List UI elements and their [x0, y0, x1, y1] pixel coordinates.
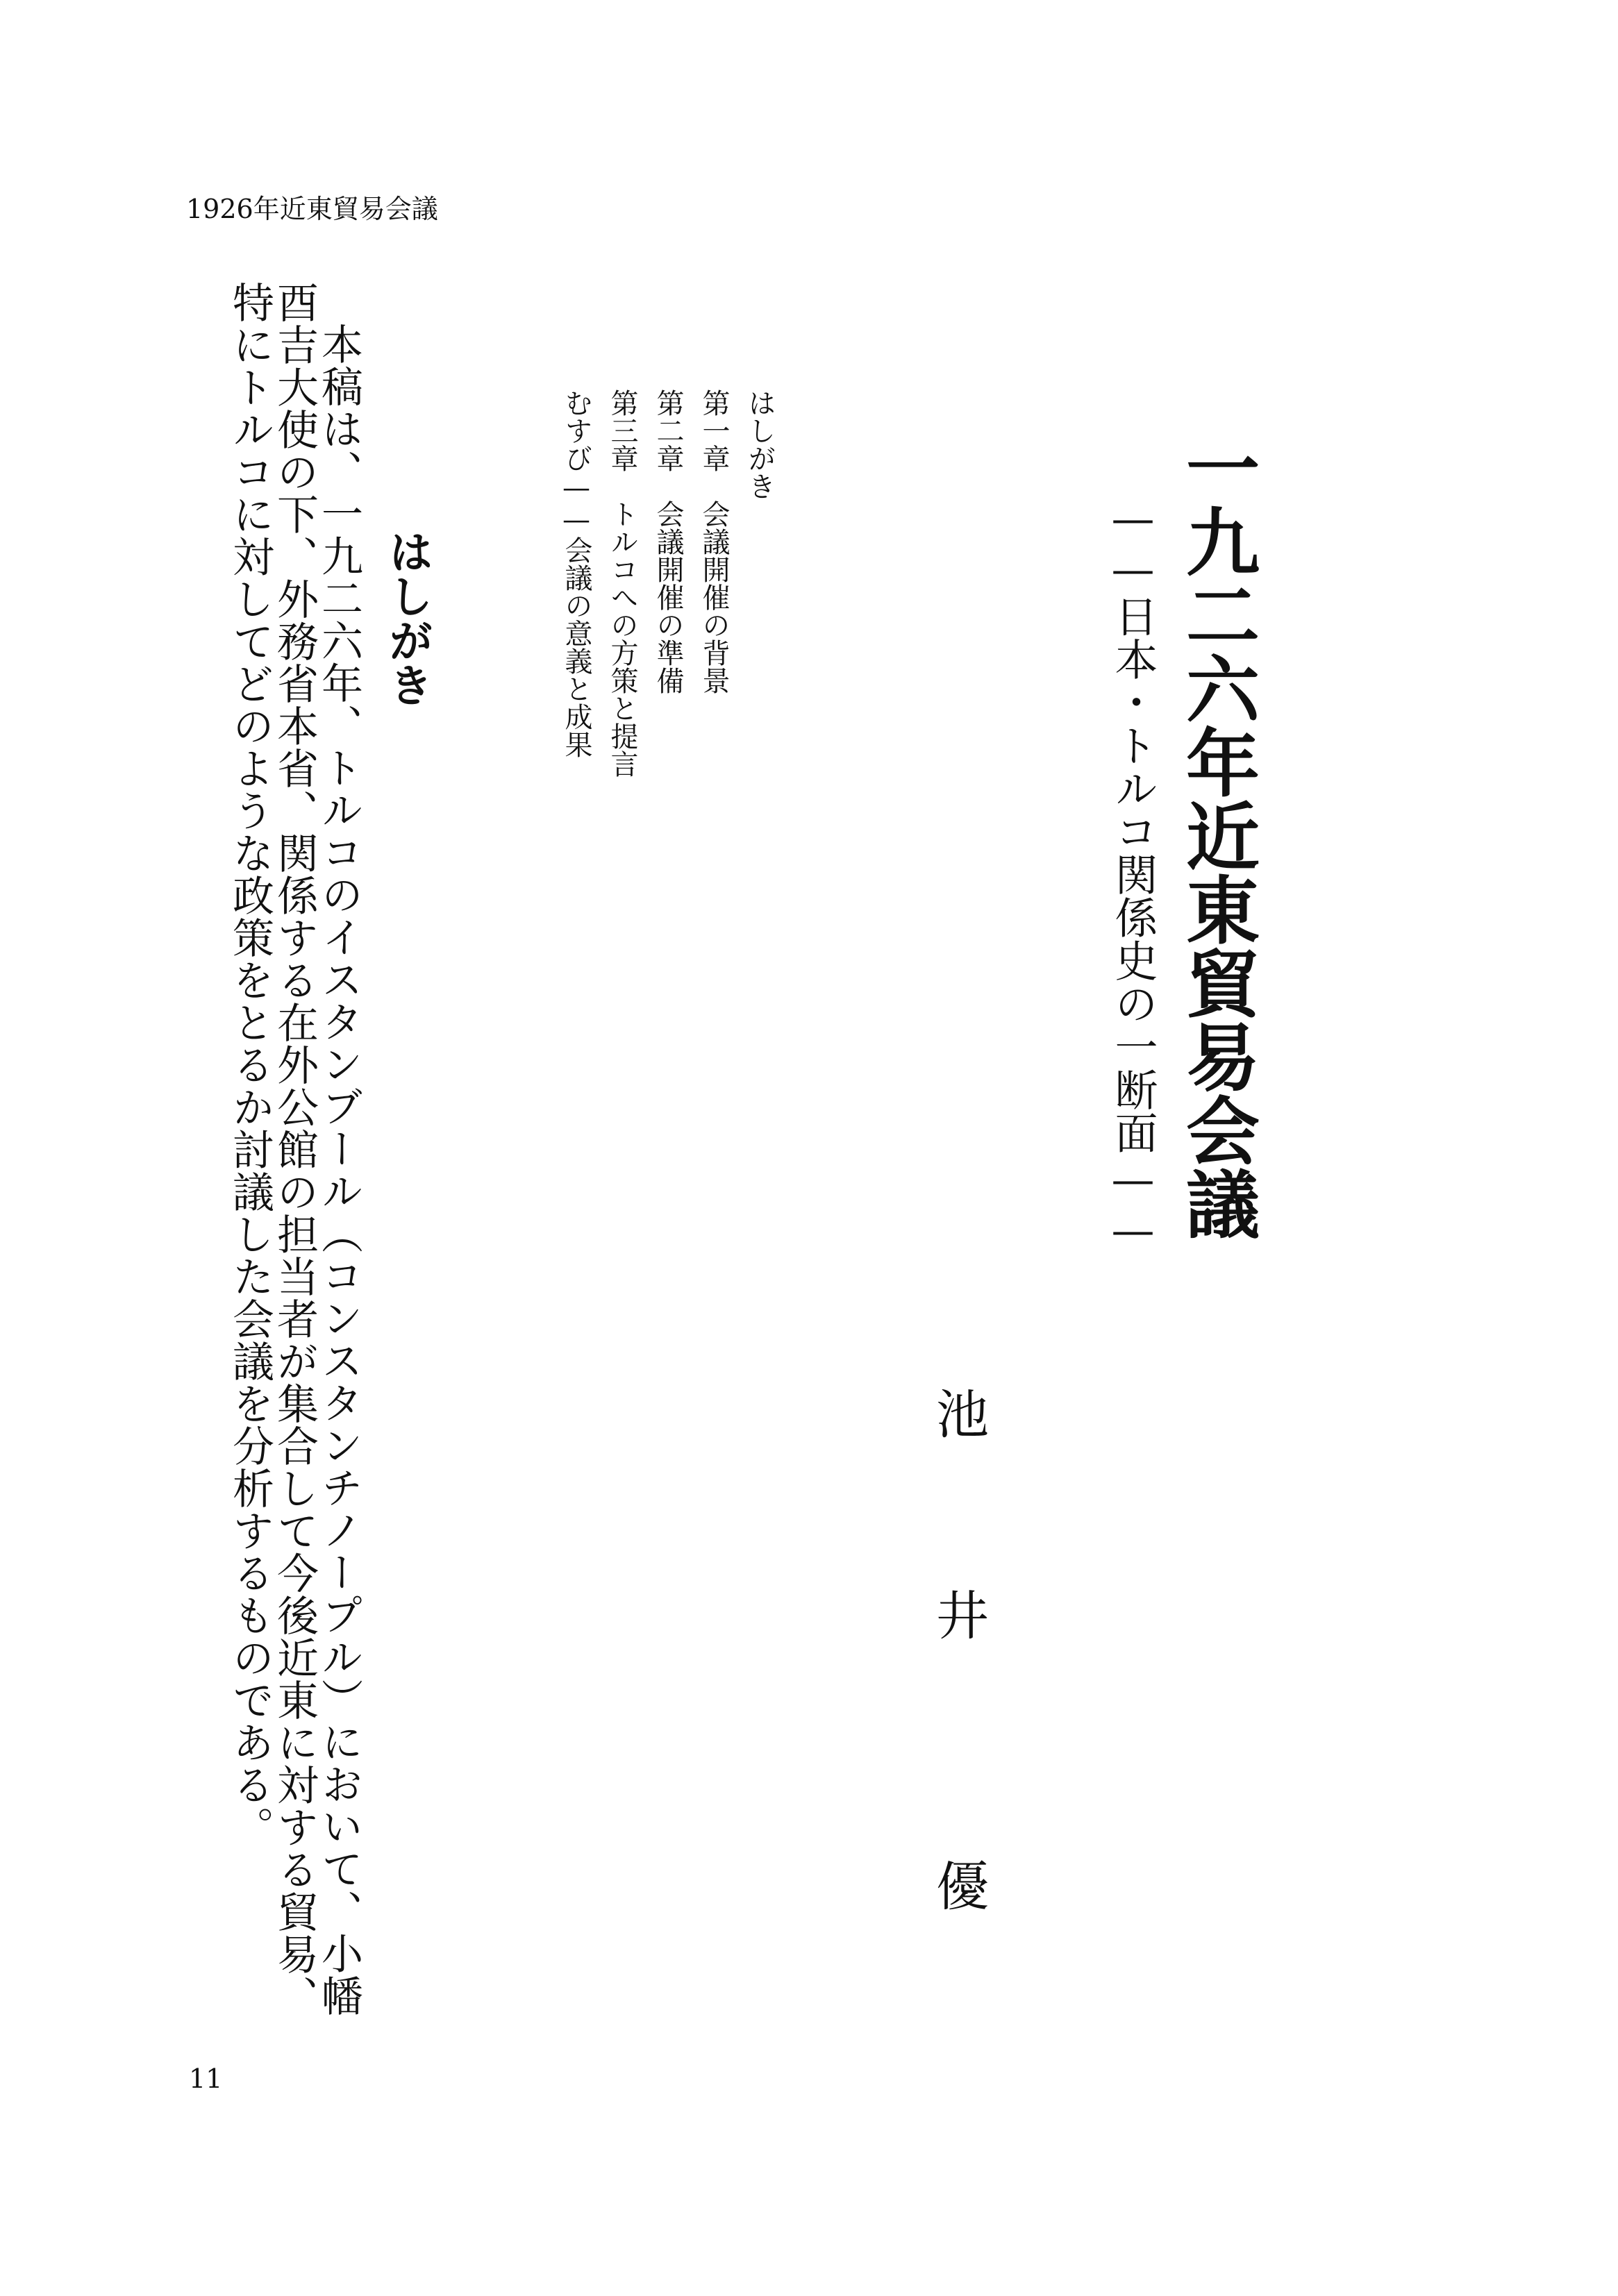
running-head: 1926年近東貿易会議	[186, 194, 438, 224]
article-subtitle: ——日本・トルコ関係史の一断面——	[1108, 493, 1158, 1255]
article-title: 一九二六年近東貿易会議	[1174, 430, 1261, 1240]
author-char-3: 優	[936, 1856, 989, 1918]
page-number: 11	[189, 2063, 223, 2094]
toc-item: 第二章 会議開催の準備	[652, 389, 684, 694]
table-of-contents	[562, 389, 774, 778]
author-char-2: 井	[936, 1585, 989, 1647]
toc-item: 第一章 会議開催の背景	[698, 389, 730, 694]
toc-item: むすび——会議の意義と成果	[560, 389, 592, 758]
toc-item: 第三章 トルコへの方策と提言	[606, 389, 638, 778]
author-char-1: 池	[936, 1384, 989, 1446]
toc-item: はしがき	[744, 389, 776, 500]
section-heading: はしがき	[381, 529, 433, 707]
body-paragraph: 本稿は、一九二六年、トルコのイスタンブール（コンスタンチノープル）において、小幡酉吉大使の下、外務省本省、関係する在外公館の担当者が集合して今後近東に対する貿易、特にトルコに対してどのような政策をとるか討議した会議を分析するものである。	[226, 281, 363, 2018]
